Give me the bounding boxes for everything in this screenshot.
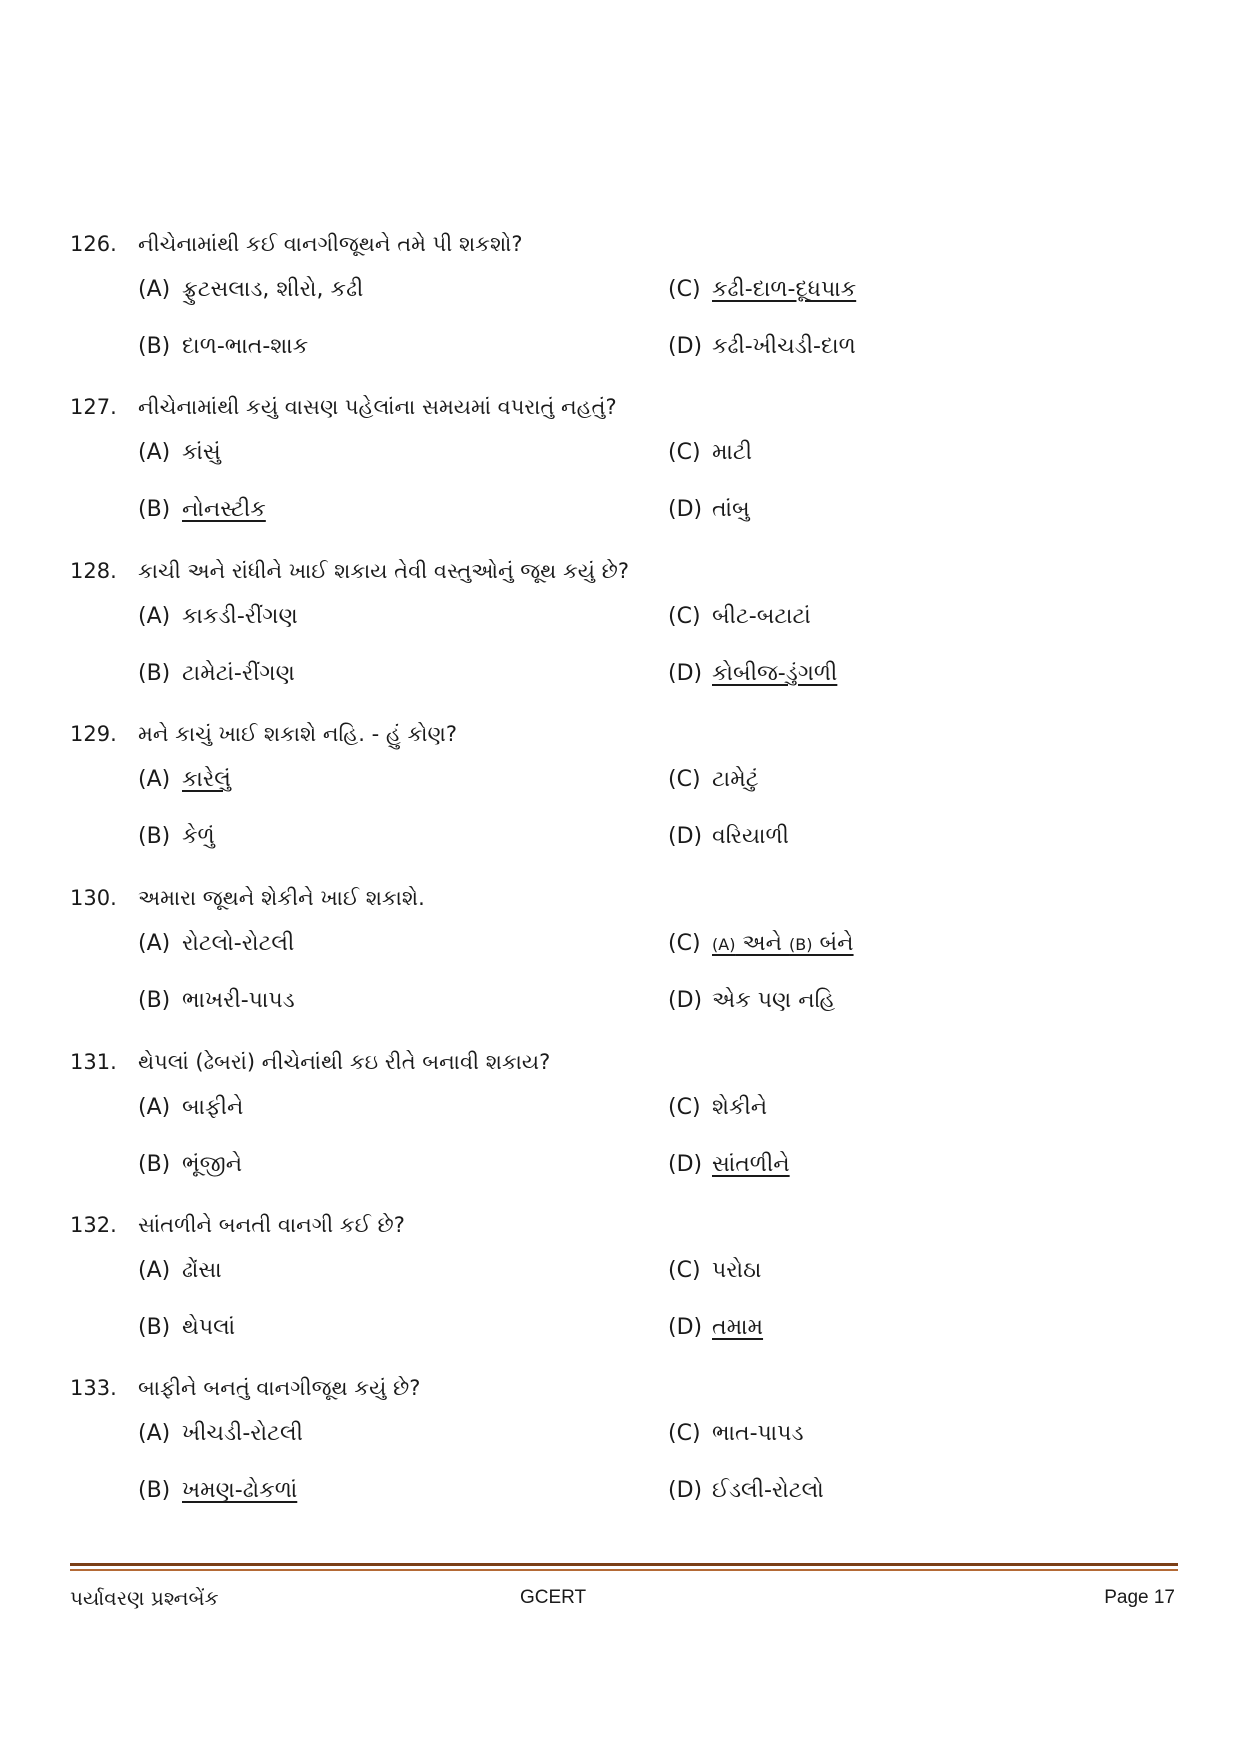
option-b [138,328,308,366]
option-text: પરોઠા [712,1258,762,1283]
question-header [70,1207,405,1243]
option-text: ટામેટું [712,767,759,792]
option-a [138,1089,243,1127]
question-number: 126. [70,232,117,256]
option-text: ટામેટાં-રીંગણ [182,661,295,686]
option-text-and: અને [735,931,790,956]
option-label: (C) [668,767,701,792]
option-c [668,1415,804,1453]
option-label: (A) [138,440,171,465]
option-d [668,328,856,366]
option-d [668,491,750,529]
option-text-ref-b: (B) [789,935,813,954]
question-header [70,553,629,589]
option-label: (C) [668,1258,701,1283]
option-text: કાકડી-રીંગણ [182,604,298,629]
option-text: દાળ-ભાત-શાક [182,334,309,359]
option-d [668,982,835,1020]
question-number: 127. [70,395,117,419]
footer-publisher: GCERT [520,1587,587,1608]
option-text: સાંતળીને [712,1152,790,1177]
option-label: (B) [138,1478,171,1503]
question-132 [70,1207,1180,1372]
option-text: ભાત-પાપડ [712,1421,804,1446]
option-label: (D) [668,334,703,359]
question-127 [70,389,1180,554]
option-text: શેકીને [712,1095,768,1120]
option-b [138,818,215,856]
option-text: તમામ [712,1315,764,1340]
question-129 [70,716,1180,881]
option-label: (D) [668,988,703,1013]
question-131 [70,1044,1180,1209]
footer-divider-secondary [70,1569,1178,1571]
option-label: (C) [668,440,701,465]
option-label: (D) [668,1152,703,1177]
option-d-correct [668,1146,790,1184]
question-text: અમારા જૂથને શેકીને ખાઈ શકાશે. [138,886,425,910]
option-b [138,655,295,693]
option-text: ઢોંસા [182,1258,222,1283]
option-text: કોબીજ-ડુંગળી [712,661,838,686]
option-c [668,434,752,472]
question-header [70,880,425,916]
option-label: (A) [138,1095,171,1120]
option-d [668,1472,824,1510]
question-header [70,716,457,752]
question-number: 132. [70,1213,117,1237]
question-text: બાફીને બનતું વાનગીજૂથ કયું છે? [138,1376,421,1400]
option-label: (B) [138,497,171,522]
option-text: થેપલાં [182,1315,236,1340]
option-text-ref-a: (A) [712,935,736,954]
option-c-correct [668,271,856,309]
option-label: (B) [138,334,171,359]
option-d-correct [668,1309,763,1347]
option-text: ઈડલી-રોટલો [712,1478,824,1503]
option-b [138,982,295,1020]
question-128 [70,553,1180,718]
option-text: કઢી-ખીચડી-દાળ [712,334,856,359]
option-a [138,1252,222,1290]
option-text: એક પણ નહિ [712,988,836,1013]
option-d-correct [668,655,837,693]
option-c [668,761,759,799]
question-header [70,389,617,425]
option-text: ભાખરી-પાપડ [182,988,295,1013]
question-number: 133. [70,1376,117,1400]
option-text-both: બંને [812,931,854,956]
option-text: તાંબુ [712,497,750,522]
question-number: 128. [70,559,117,583]
question-header [70,226,523,262]
option-c [668,598,811,636]
question-number: 129. [70,722,117,746]
option-label: (A) [138,277,171,302]
option-text: માટી [712,440,753,465]
option-c-correct [668,925,854,963]
question-number: 130. [70,886,117,910]
option-a [138,598,298,636]
option-c [668,1089,767,1127]
option-label: (C) [668,604,701,629]
option-a [138,1415,303,1453]
option-b [138,1309,235,1347]
option-label: (D) [668,824,703,849]
option-c [668,1252,761,1290]
footer-book-title: પર્યાવરણ પ્રશ્નબેંક [70,1586,219,1610]
option-label: (A) [138,1258,171,1283]
option-label: (C) [668,1095,701,1120]
option-label: (B) [138,1152,171,1177]
option-text: રોટલો-રોટલી [182,931,295,956]
option-label: (B) [138,661,171,686]
option-text: બીટ-બટાટાં [712,604,811,629]
question-header [70,1370,420,1406]
option-text: કઢી-દાળ-દૂધપાક [712,277,857,302]
option-text: ફ્રુટસલાડ, શીરો, કઢી [182,277,364,302]
option-label: (D) [668,497,703,522]
option-label: (D) [668,661,703,686]
question-text: કાચી અને રાંધીને ખાઈ શકાય તેવી વસ્તુઓનું જૂથ કયું છે? [138,559,630,583]
option-d [668,818,789,856]
footer-divider [70,1563,1178,1566]
question-header [70,1044,550,1080]
option-text: નોનસ્ટીક [182,497,266,522]
question-130 [70,880,1180,1045]
question-text: મને કાચું ખાઈ શકાશે નહિ. - હું કોણ? [138,722,457,746]
option-label: (C) [668,277,701,302]
option-a-correct [138,761,231,799]
option-text: બાફીને [182,1095,244,1120]
option-text: ખમણ-ઢોકળાં [182,1478,298,1503]
question-text: નીચેનામાંથી કઈ વાનગીજૂથને તમે પી શકશો? [138,232,523,256]
option-text: વરિયાળી [712,824,789,849]
question-126 [70,226,1180,391]
option-label: (C) [668,931,701,956]
question-text: સાંતળીને બનતી વાનગી કઈ છે? [138,1213,405,1237]
option-b-correct [138,491,266,529]
option-label: (A) [138,604,171,629]
option-label: (D) [668,1478,703,1503]
option-text: કેળું [182,824,215,849]
option-label: (C) [668,1421,701,1446]
option-a [138,434,221,472]
option-label: (B) [138,1315,171,1340]
option-text: કારેલું [182,767,231,792]
question-number: 131. [70,1050,117,1074]
question-133 [70,1370,1180,1535]
footer-page-number: Page 17 [1104,1587,1175,1608]
option-label: (A) [138,1421,171,1446]
option-text: ભૂંજીને [182,1152,243,1177]
option-label: (A) [138,767,171,792]
question-text: થેપલાં (ઢેબરાં) નીચેનાંથી કઇ રીતે બનાવી શકાય? [138,1050,551,1074]
option-text: ખીચડી-રોટલી [182,1421,303,1446]
option-label: (D) [668,1315,703,1340]
option-label: (A) [138,931,171,956]
option-b-correct [138,1472,297,1510]
option-label: (B) [138,988,171,1013]
option-label: (B) [138,824,171,849]
option-text: કાંસું [182,440,221,465]
option-a [138,925,294,963]
option-b [138,1146,242,1184]
question-text: નીચેનામાંથી કયું વાસણ પહેલાંના સમયમાં વપરાતું નહતું? [138,395,617,419]
option-a [138,271,363,309]
